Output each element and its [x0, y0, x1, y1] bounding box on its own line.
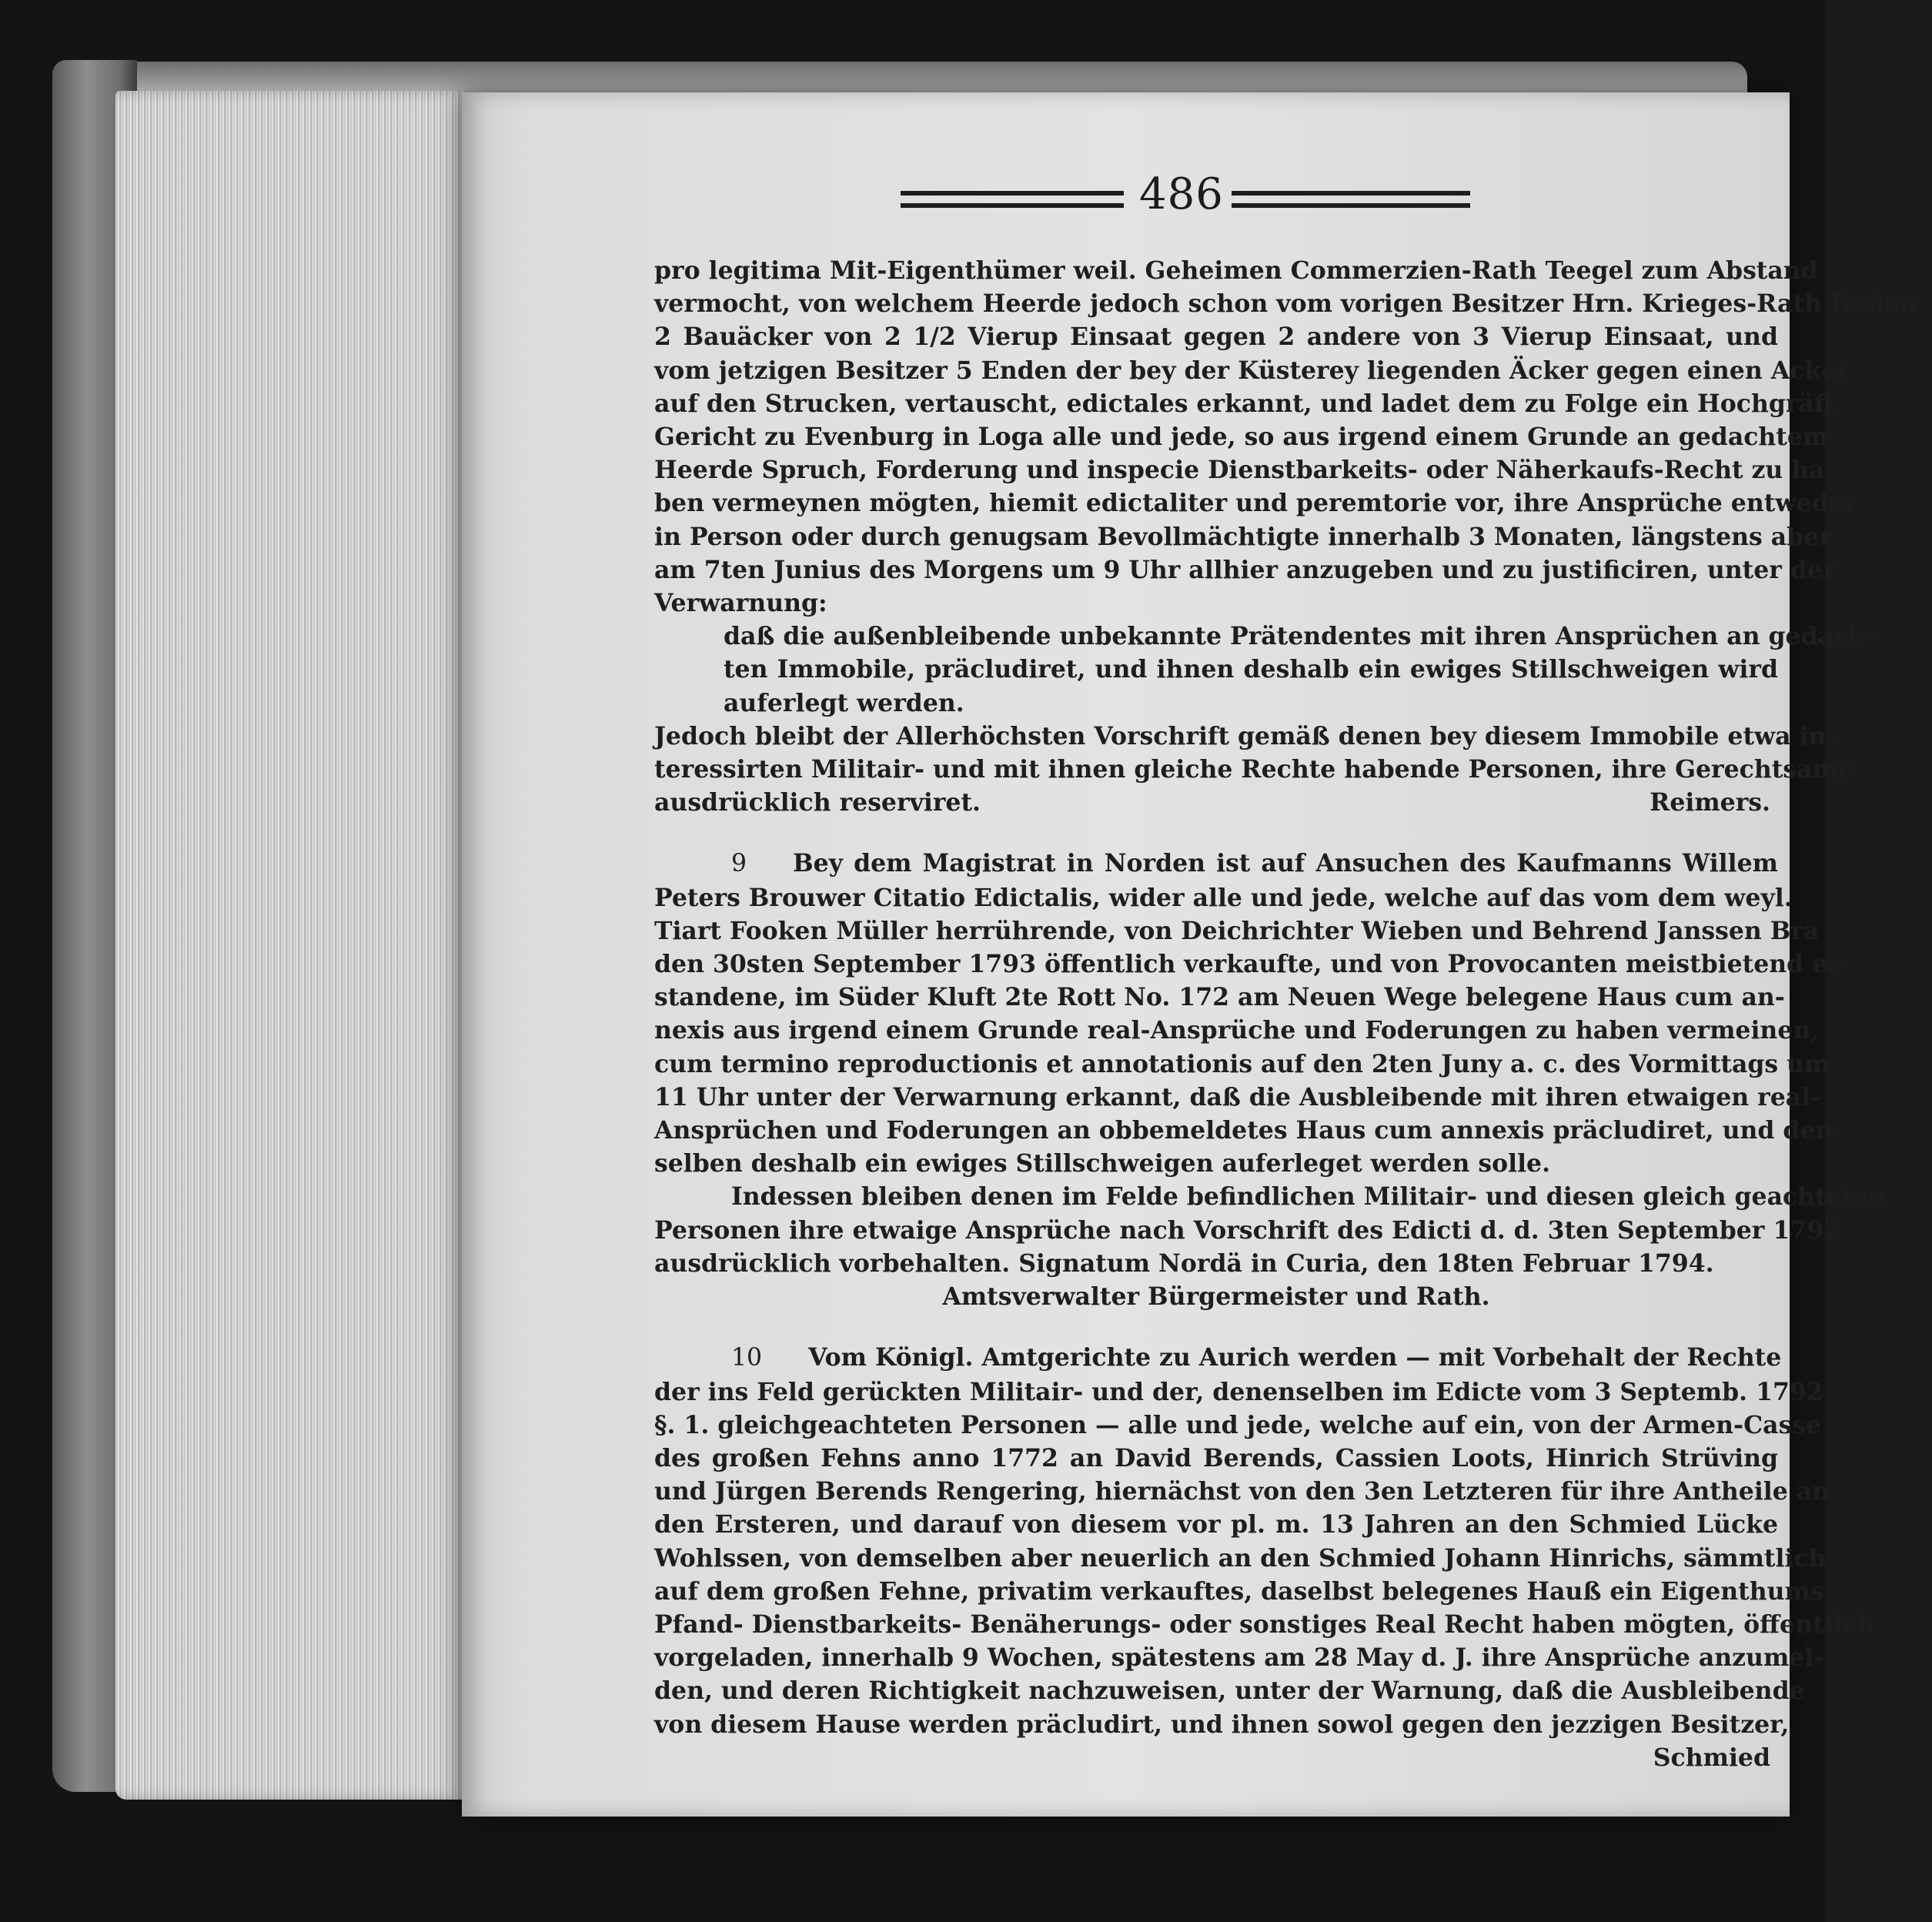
text-line: Indessen bleiben denen im Felde befindlichen Militair- und diesen gleich geachteten: [731, 1182, 1887, 1212]
notice-10: [654, 1341, 1875, 1774]
text-span: Bey dem Magistrat in Norden ist auf Ansuchen des Kaufmanns Willem: [793, 849, 1778, 878]
text-line: teressirten Militair- und mit ihnen gleiche Rechte habende Personen, ihre Gerechtsame: [654, 755, 1853, 784]
catchword: Schmied: [1653, 1743, 1770, 1772]
text-line: Personen ihre etwaige Ansprüche nach Vorschrift des Edicti d. d. 3ten September 1792: [654, 1215, 1841, 1245]
text-line: [654, 847, 1778, 881]
signature: Reimers.: [1650, 788, 1770, 817]
text-line: den 30sten September 1793 öffentlich verkaufte, und von Provocanten meistbietend er-: [654, 950, 1850, 979]
notice-number: 10: [731, 1344, 763, 1372]
text-line: cum termino reproductionis et annotationis auf den 2ten Juny a. c. des Vormittags um: [654, 1049, 1830, 1078]
text-line: Heerde Spruch, Forderung und inspecie Dienstbarkeits- oder Näherkaufs-Recht zu ha-: [654, 456, 1835, 485]
paragraph-gap: [654, 1313, 1778, 1341]
text-line: Ansprüchen und Foderungen an obbemeldetes Haus cum annexis präcludiret, und den-: [654, 1116, 1843, 1145]
text-line: 2 Bauäcker von 2 1/2 Vierup Einsaat gegen 2 andere von 3 Vierup Einsaat, und: [654, 323, 1778, 352]
page-edges: [115, 91, 470, 1800]
text-line: [654, 1341, 1782, 1375]
paragraph-gap: [654, 819, 1778, 847]
text-line: in Person oder durch genugsam Bevollmächtigte innerhalb 3 Monaten, längstens aber: [654, 522, 1832, 551]
text-line: ausdrücklich reserviret.: [654, 788, 981, 817]
header-rule-right: [1232, 191, 1470, 208]
text-line: Wohlssen, von demselben aber neuerlich an den Schmied Johann Hinrichs, sämmtlich: [654, 1543, 1827, 1573]
page-body: [654, 254, 1917, 1774]
quote-line: ten Immobile, präcludiret, und ihnen deshalb ein ewiges Stillschweigen wird: [724, 655, 1778, 684]
printed-page: [462, 92, 1917, 1817]
text-line: Gericht zu Evenburg in Loga alle und jede, so aus irgend einem Grunde an gedachtem: [654, 423, 1829, 452]
text-line: standene, im Süder Kluft 2te Rott No. 172 am Neuen Wege belegene Haus cum an-: [654, 983, 1785, 1012]
text-line: Tiart Fooken Müller herrührende, von Deichrichter Wieben und Behrend Janssen Bra: [654, 916, 1820, 945]
text-line: 11 Uhr unter der Verwarnung erkannt, daß die Ausbleibende mit ihren etwaigen real-: [654, 1082, 1821, 1111]
text-line: vermocht, von welchem Heerde jedoch schon vom vorigen Besitzer Hrn. Krieges-Rath Boden: [654, 289, 1917, 319]
text-line: Pfand- Dienstbarkeits- Benäherungs- oder sonstiges Real Recht haben mögten, öffentlich: [654, 1609, 1875, 1639]
quote-line: auferlegt werden.: [724, 688, 964, 717]
text-line: nexis aus irgend einem Grunde real-Ansprüche und Foderungen zu haben vermeinen,: [654, 1016, 1820, 1045]
text-line: auf dem großen Fehne, privatim verkauftes, daselbst belegenes Hauß ein Eigenthums-: [654, 1576, 1834, 1606]
text-line: pro legitima Mit-Eigenthümer weil. Geheimen Commerzien-Rath Teegel zum Abstand: [654, 256, 1818, 285]
text-line: am 7ten Junius des Morgens um 9 Uhr allhier anzugeben und zu justificiren, unter der: [654, 555, 1836, 584]
closing-row: [654, 786, 1778, 819]
text-line: den, und deren Richtigkeit nachzuweisen, unter der Warnung, daß die Ausbleibende: [654, 1676, 1805, 1706]
text-line: des großen Fehns anno 1772 an David Berends, Cassien Loots, Hinrich Strüving: [654, 1443, 1778, 1472]
text-line: ben vermeynen mögten, hiemit edictaliter und peremtorie vor, ihre Ansprüche entweder: [654, 489, 1857, 518]
signature: Amtsverwalter Bürgermeister und Rath.: [942, 1282, 1490, 1312]
text-line: Jedoch bleibt der Allerhöchsten Vorschrift gemäß denen bey diesem Immobile etwa in-: [654, 721, 1837, 750]
text-line: ausdrücklich vorbehalten. Signatum Nordä in Curia, den 18ten Februar 1794.: [654, 1248, 1714, 1278]
notice-number: 9: [731, 850, 747, 878]
text-line: Peters Brouwer Citatio Edictalis, wider alle und jede, welche auf das vom dem weyl.: [654, 883, 1793, 912]
notice-continuation: [654, 254, 1917, 819]
text-line: der ins Feld gerückten Militair- und der, denenselben im Edicte vom 3 Septemb. 1792: [654, 1377, 1823, 1406]
header-rule-left: [901, 191, 1124, 208]
text-line: selben deshalb ein ewiges Stillschweigen auferleget werden solle.: [654, 1149, 1551, 1178]
text-line: von diesem Hause werden präcludirt, und ihnen sowol gegen den jezzigen Besitzer,: [654, 1710, 1790, 1739]
notice-9: [654, 847, 1887, 1313]
text-line: auf den Strucken, vertauscht, edictales erkannt, und ladet dem zu Folge ein Hochgräfl.: [654, 389, 1840, 418]
text-line: und Jürgen Berends Rengering, hiernächst von den 3en Letzteren für ihre Antheile an: [654, 1477, 1830, 1506]
text-line: den Ersteren, und darauf von diesem vor pl. m. 13 Jahren an den Schmied Lücke: [654, 1510, 1778, 1539]
text-line: vorgeladen, innerhalb 9 Wochen, spätestens am 28 May d. J. ihre Ansprüche anzumel-: [654, 1643, 1824, 1673]
page-number: 486: [1139, 169, 1224, 219]
text-line: vom jetzigen Besitzer 5 Enden der bey der Küsterey liegenden Äcker gegen einen Acker: [654, 356, 1850, 385]
quote-line: daß die außenbleibende unbekannte Prätendentes mit ihren Ansprüchen an gedach-: [724, 622, 1877, 651]
text-line: §. 1. gleichgeachteten Personen — alle und jede, welche auf ein, von der Armen-Casse: [654, 1410, 1822, 1439]
text-span: Vom Königl. Amtgerichte zu Aurich werden — mit Vorbehalt der Rechte: [808, 1343, 1782, 1372]
text-line: Verwarnung:: [654, 589, 827, 618]
page-header: [901, 169, 1932, 223]
